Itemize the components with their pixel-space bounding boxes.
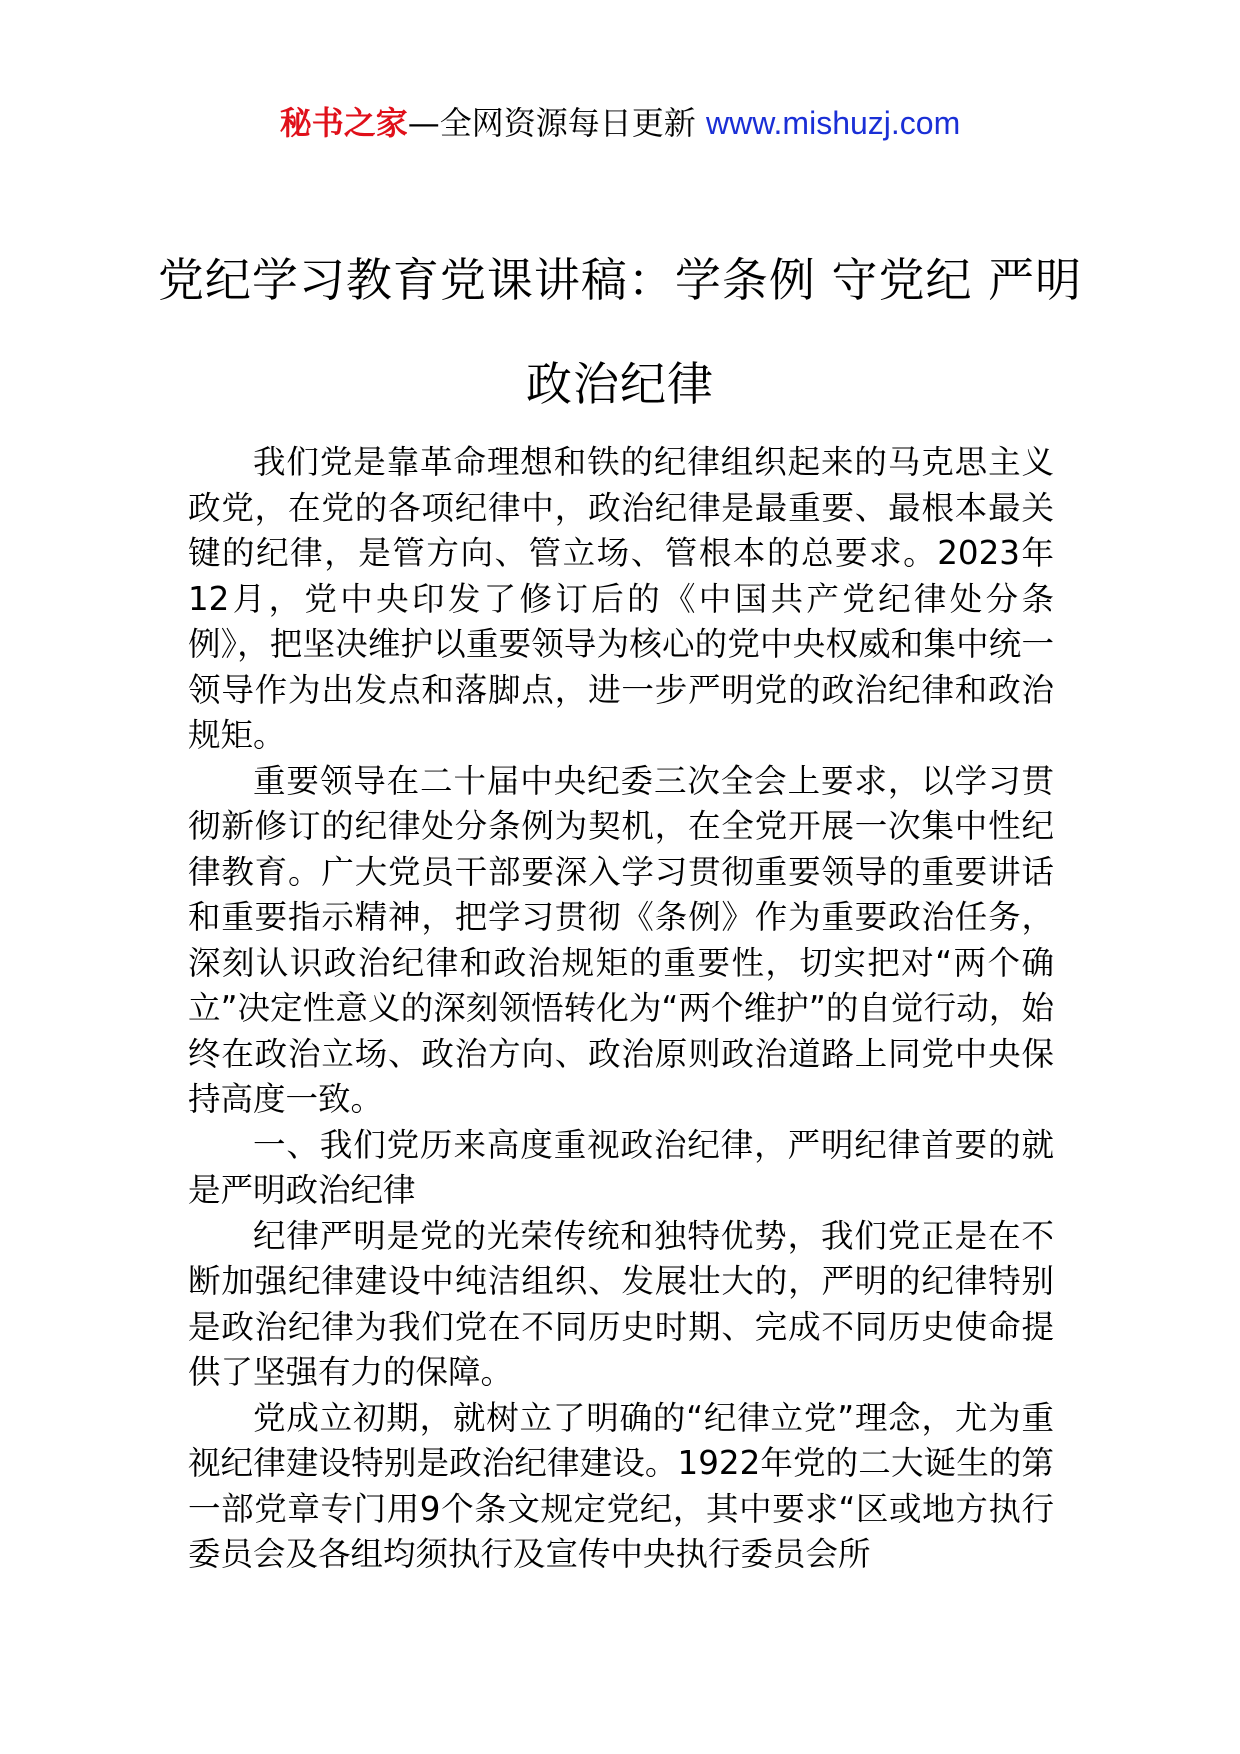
section-heading-one: 一、我们党历来高度重视政治纪律，严明纪律首要的就是严明政治纪律 xyxy=(188,1125,1054,1209)
site-header xyxy=(0,100,1240,146)
site-url-link[interactable]: www.mishuzj.com xyxy=(705,105,961,141)
paragraph-tradition: 纪律严明是党的光荣传统和独特优势，我们党正是在不断加强纪律建设中纯洁组织、发展壮大的，严明的纪律特别是政治纪律为我们党在不同历史时期、完成不同历史使命提供了坚强有力的保障。 xyxy=(188,1216,1054,1391)
paragraph-early-party: 党成立初期，就树立了明确的“纪律立党”理念，尤为重视纪律建设特别是政治纪律建设。1922年党的二大诞生的第一部党章专门用9个条文规定党纪，其中要求“区或地方执行委员会及各组均须执行及宣传中央执行委员会所 xyxy=(188,1398,1054,1573)
paragraph-intro: 我们党是靠革命理想和铁的纪律组织起来的马克思主义政党，在党的各项纪律中，政治纪律是最重要、最根本最关键的纪律，是管方向、管立场、管根本的总要求。2023年12月，党中央印发了修订后的《中国共产党纪律处分条例》，把坚决维护以重要领导为核心的党中央权威和集中统一领导作为出发点和落脚点，进一步严明党的政治纪律和政治规矩。 xyxy=(188,443,1054,754)
document-title: 党纪学习教育党课讲稿：学条例 守党纪 严明政治纪律 xyxy=(157,253,1083,411)
site-brand: 秘书之家 xyxy=(279,104,408,142)
site-tagline: —全网资源每日更新 xyxy=(407,104,696,142)
document-body xyxy=(188,440,1054,1578)
paragraph-requirement: 重要领导在二十届中央纪委三次全会上要求，以学习贯彻新修订的纪律处分条例为契机，在全党开展一次集中性纪律教育。广大党员干部要深入学习贯彻重要领导的重要讲话和重要指示精神，把学习贯彻《条例》作为重要政治任务，深刻认识政治纪律和政治规矩的重要性，切实把对“两个确立”决定性意义的深刻领悟转化为“两个维护”的自觉行动，始终在政治立场、政治方向、政治原则政治道路上同党中央保持高度一致。 xyxy=(188,761,1054,1118)
